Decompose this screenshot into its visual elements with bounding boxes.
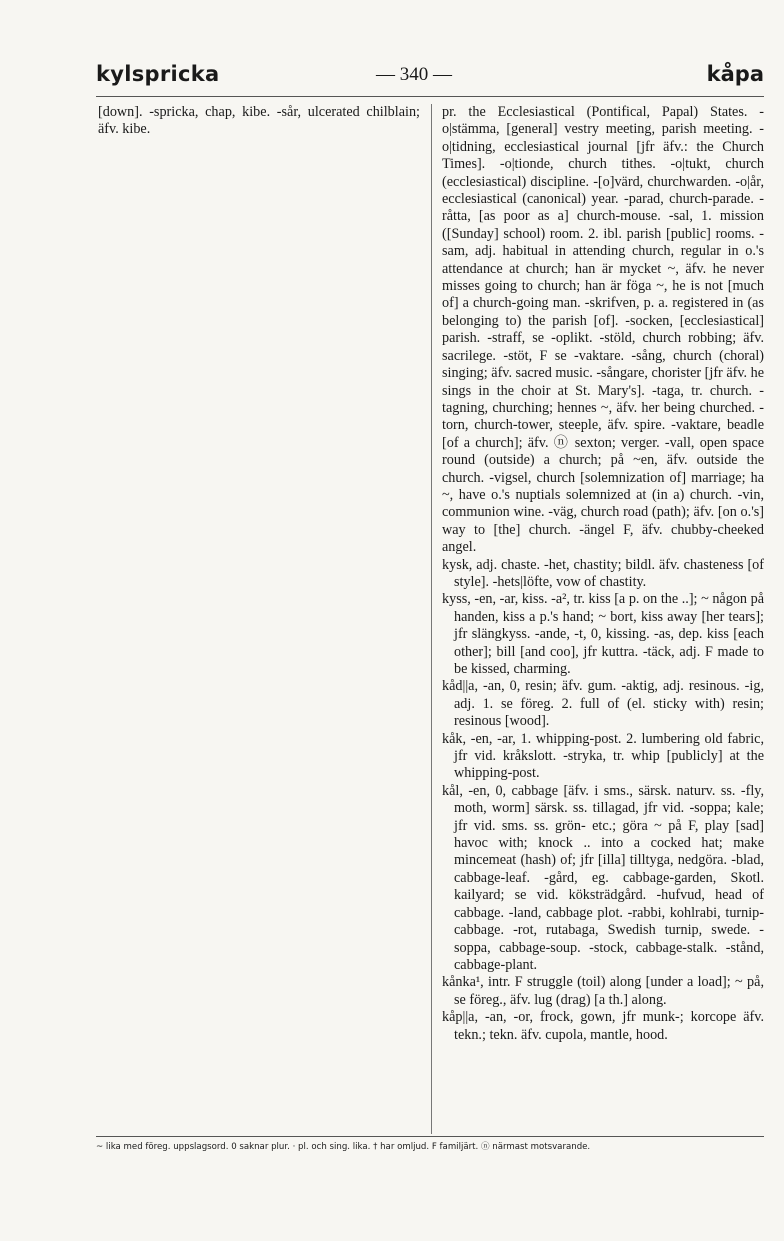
left-column <box>98 104 420 139</box>
footer-rule <box>96 1136 764 1137</box>
entry: kysk, adj. chaste. -het, chastity; bildl. äfv. chasteness [of style]. -hets|löfte, vow of chastity. <box>442 556 764 590</box>
header-left-guideword: kylspricka <box>96 62 220 86</box>
entry: kål, -en, 0, cabbage [äfv. i sms., särsk. naturv. ss. -fly, moth, worm] särsk. ss. tillagad, jfr vid. -soppa; kale; jfr vid. sms. ss. grön- etc.; göra ~ på F, play [sad] havoc with; knock .. into a cocked hat; make mincemeat (hash) of; jfr [illa] tilltyga, nedgöra. -blad, cabbage-leaf. -gård, eg. cabbage-garden, Skotl. kailyard; se vid. köksträdgård. -hufvud, head of cabbage. -land, cabbage plot. -rabbi, kohlrabi, turnip-cabbage. -rot, rutabaga, Swedish turnip, swede. -soppa, cabbage-soup. -stock, cabbage-stalk. -stånd, cabbage-plant. <box>442 782 764 973</box>
abbreviation-legend: ~ lika med föreg. uppslagsord. 0 saknar plur. · pl. och sing. lika. † har omljud. F familjärt. ⓝ närmast motsvarande. <box>96 1142 591 1152</box>
entry: pr. the Ecclesiastical (Pontifical, Papal) States. -o|stämma, [general] vestry meeting, parish meeting. -o|tidning, ecclesiastical journal [jfr äfv.: the Church Times]. -o|tionde, church tithes. -o|tukt, church (ecclesiastical) discipline. -[o]värd, churchwarden. -o|år, ecclesiastical (canonical) year. -parad, church-parade. -råtta, [as poor as a] church-mouse. -sal, 1. mission ([Sunday] school) room. 2. ibl. parish [public] rooms. -sam, adj. habitual in attending church, regular in o.'s attendance at church; han är mycket ~, äfv. he never misses going to church; han är föga ~, he is not [much of] a church-going man. -skrifven, p. a. registered in (as belonging to) the parish [of]. -socken, [ecclesiastical] parish. -straff, se -oplikt. -stöld, church robbing; äfv. sacrilege. -stöt, F se -vaktare. -sång, church (choral) singing; äfv. sacred music. -sångare, chorister [jfr äfv. he sings in the choir at St. Mary's]. -taga, tr. church. -tagning, churching; hennes ~, äfv. her being churched. -torn, church-tower, steeple, äfv. spire. -vaktare, beadle [of a church]; äfv. ⓝ sexton; verger. -vall, open space round (outside) a church; på ~en, äfv. outside the church. -vigsel, church [solemnization of] marriage; ha ~, have o.'s nuptials solemnized at (in a) church. -vin, communion wine. -väg, church road (path); äfv. [on o.'s] way to [the] church. -ängel F, äfv. chubby-cheeked angel. <box>442 104 764 556</box>
entry: kåd||a, -an, 0, resin; äfv. gum. -aktig, adj. resinous. -ig, adj. 1. se föreg. 2. full of (el. sticky with) resin; resinous [wood]. <box>442 678 764 730</box>
entry: [down]. -spricka, chap, kibe. -sår, ulcerated chilblain; äfv. kibe. <box>98 104 420 138</box>
page-header <box>96 62 764 92</box>
page-number: — 340 — <box>376 64 452 85</box>
header-right-guideword: kåpa <box>706 62 764 86</box>
column-divider <box>431 104 432 1134</box>
entry: kåk, -en, -ar, 1. whipping-post. 2. lumbering old fabric, jfr vid. kråkslott. -stryka, tr. whip [publicly] at the whipping-post. <box>442 730 764 782</box>
right-column <box>442 104 764 1044</box>
header-rule <box>96 96 764 97</box>
entry: kyss, -en, -ar, kiss. -a², tr. kiss [a p. on the ..]; ~ någon på handen, kiss a p.'s hand; ~ bort, kiss away [her tears]; jfr slängkyss. -ande, -t, 0, kissing. -as, dep. kiss [each other]; bill [and coo], jfr kuttra. -täck, adj. F made to be kissed, charming. <box>442 591 764 677</box>
entry: kåp||a, -an, -or, frock, gown, jfr munk-; korcope äfv. tekn.; tekn. äfv. cupola, mantle, hood. <box>442 1009 764 1043</box>
entry: kånka¹, intr. F struggle (toil) along [under a load]; ~ på, se föreg., äfv. lug (drag) [a th.] along. <box>442 974 764 1008</box>
